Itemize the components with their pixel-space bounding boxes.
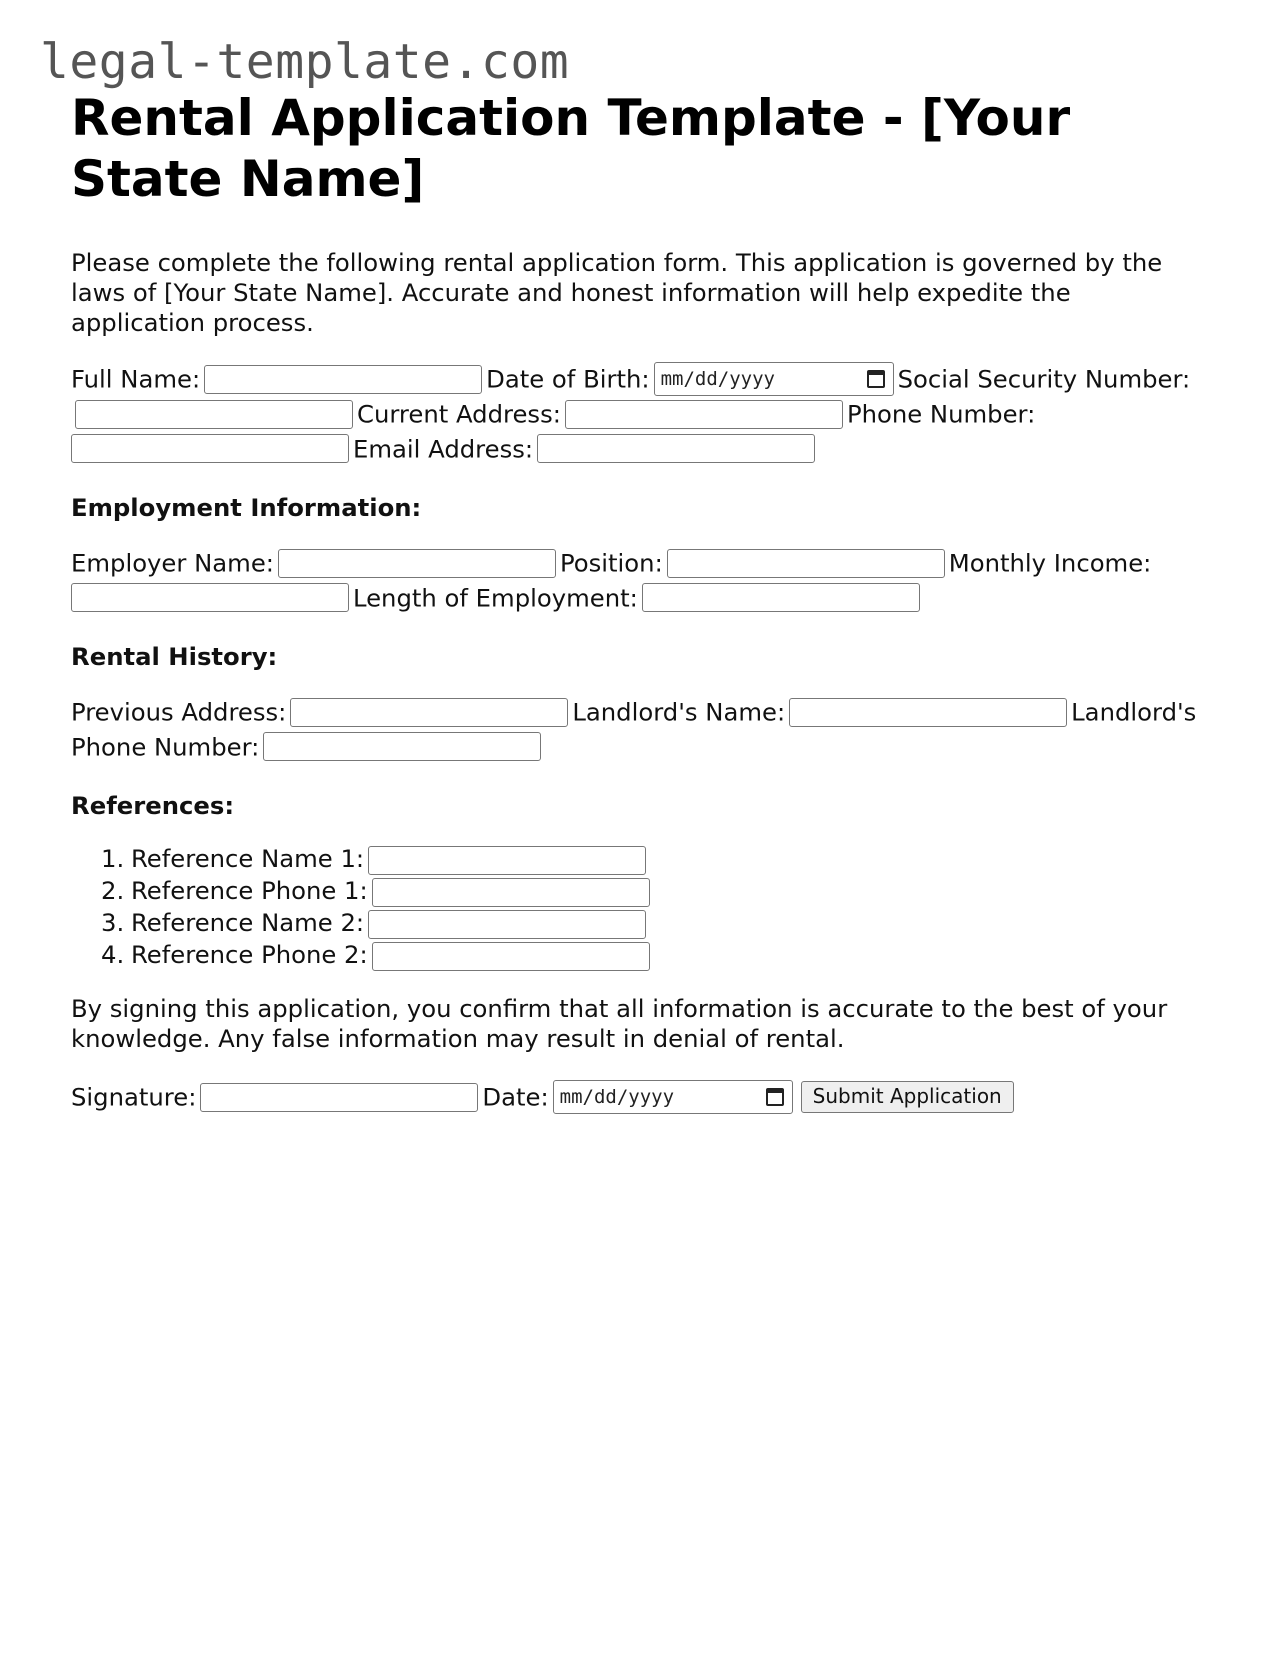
employment-length-label: Length of Employment: [353, 583, 638, 612]
list-item [101, 843, 1201, 875]
rental-history-heading: Rental History: [71, 642, 278, 671]
list-item [101, 907, 1201, 939]
full-name-label: Full Name: [71, 364, 201, 394]
signature-section [71, 1079, 1201, 1114]
submit-application-button[interactable]: Submit Application [801, 1081, 1014, 1113]
list-item [101, 939, 1201, 971]
calendar-icon[interactable] [766, 1088, 784, 1106]
date-label: Date: [482, 1082, 549, 1112]
signature-input[interactable] [200, 1083, 478, 1112]
dob-label: Date of Birth: [486, 364, 650, 394]
landlord-name-label: Landlord's Name: [572, 697, 786, 727]
page-title: Rental Application Template - [Your State Name] [71, 89, 1071, 208]
consent-text: By signing this application, you confirm that all information is accurate to the best of your knowledge. Any false information may result in denial of rental. [71, 994, 1168, 1053]
references-heading: References: [71, 791, 235, 820]
monthly-income-input[interactable] [71, 583, 349, 612]
employment-heading: Employment Information: [71, 493, 422, 522]
references-list [71, 843, 1201, 971]
list-item [101, 875, 1201, 907]
reference-number: 4. [101, 940, 125, 969]
email-label: Email Address: [353, 434, 534, 463]
reference-label: Reference Phone 1: [131, 876, 368, 905]
current-address-label: Current Address: [357, 399, 561, 429]
reference-label: Reference Name 1: [131, 844, 365, 873]
date-placeholder: mm/dd/yyyy [559, 1085, 675, 1108]
personal-info-section [71, 361, 1201, 465]
ssn-label: Social Security Number: [897, 364, 1191, 394]
reference-phone-1-input[interactable] [372, 878, 650, 907]
landlord-name-input[interactable] [789, 698, 1067, 727]
employment-length-input[interactable] [642, 583, 920, 612]
calendar-icon[interactable] [867, 370, 885, 388]
reference-name-1-input[interactable] [368, 846, 646, 875]
rental-history-section [71, 694, 1201, 763]
previous-address-label: Previous Address: [71, 697, 287, 727]
phone-input[interactable] [71, 434, 349, 463]
form-container [71, 88, 1201, 1114]
employer-name-input[interactable] [278, 549, 556, 578]
position-input[interactable] [667, 549, 945, 578]
email-input[interactable] [537, 434, 815, 463]
dob-input[interactable] [654, 362, 894, 396]
reference-label: Reference Name 2: [131, 908, 365, 937]
signature-label: Signature: [71, 1082, 197, 1112]
previous-address-input[interactable] [290, 698, 568, 727]
reference-number: 2. [101, 876, 125, 905]
employment-section [71, 545, 1201, 614]
ssn-input[interactable] [75, 400, 353, 429]
watermark: legal-template.com [40, 34, 570, 90]
current-address-input[interactable] [565, 400, 843, 429]
reference-number: 3. [101, 908, 125, 937]
intro-text: Please complete the following rental application form. This application is governed by the laws of [Your State Name]. Accurate and honest information will help expedite the application process. [71, 248, 1163, 337]
phone-label: Phone Number: [846, 399, 1036, 429]
landlord-phone-input[interactable] [263, 732, 541, 761]
dob-placeholder: mm/dd/yyyy [660, 367, 775, 390]
reference-label: Reference Phone 2: [131, 940, 368, 969]
reference-number: 1. [101, 844, 125, 873]
date-input[interactable] [553, 1080, 793, 1114]
landlord-phone-label: Landlord's Phone Number: [71, 697, 1197, 761]
monthly-income-label: Monthly Income: [948, 548, 1152, 578]
position-label: Position: [559, 548, 663, 578]
employer-name-label: Employer Name: [71, 548, 274, 578]
reference-name-2-input[interactable] [368, 910, 646, 939]
full-name-input[interactable] [204, 365, 482, 394]
reference-phone-2-input[interactable] [372, 942, 650, 971]
